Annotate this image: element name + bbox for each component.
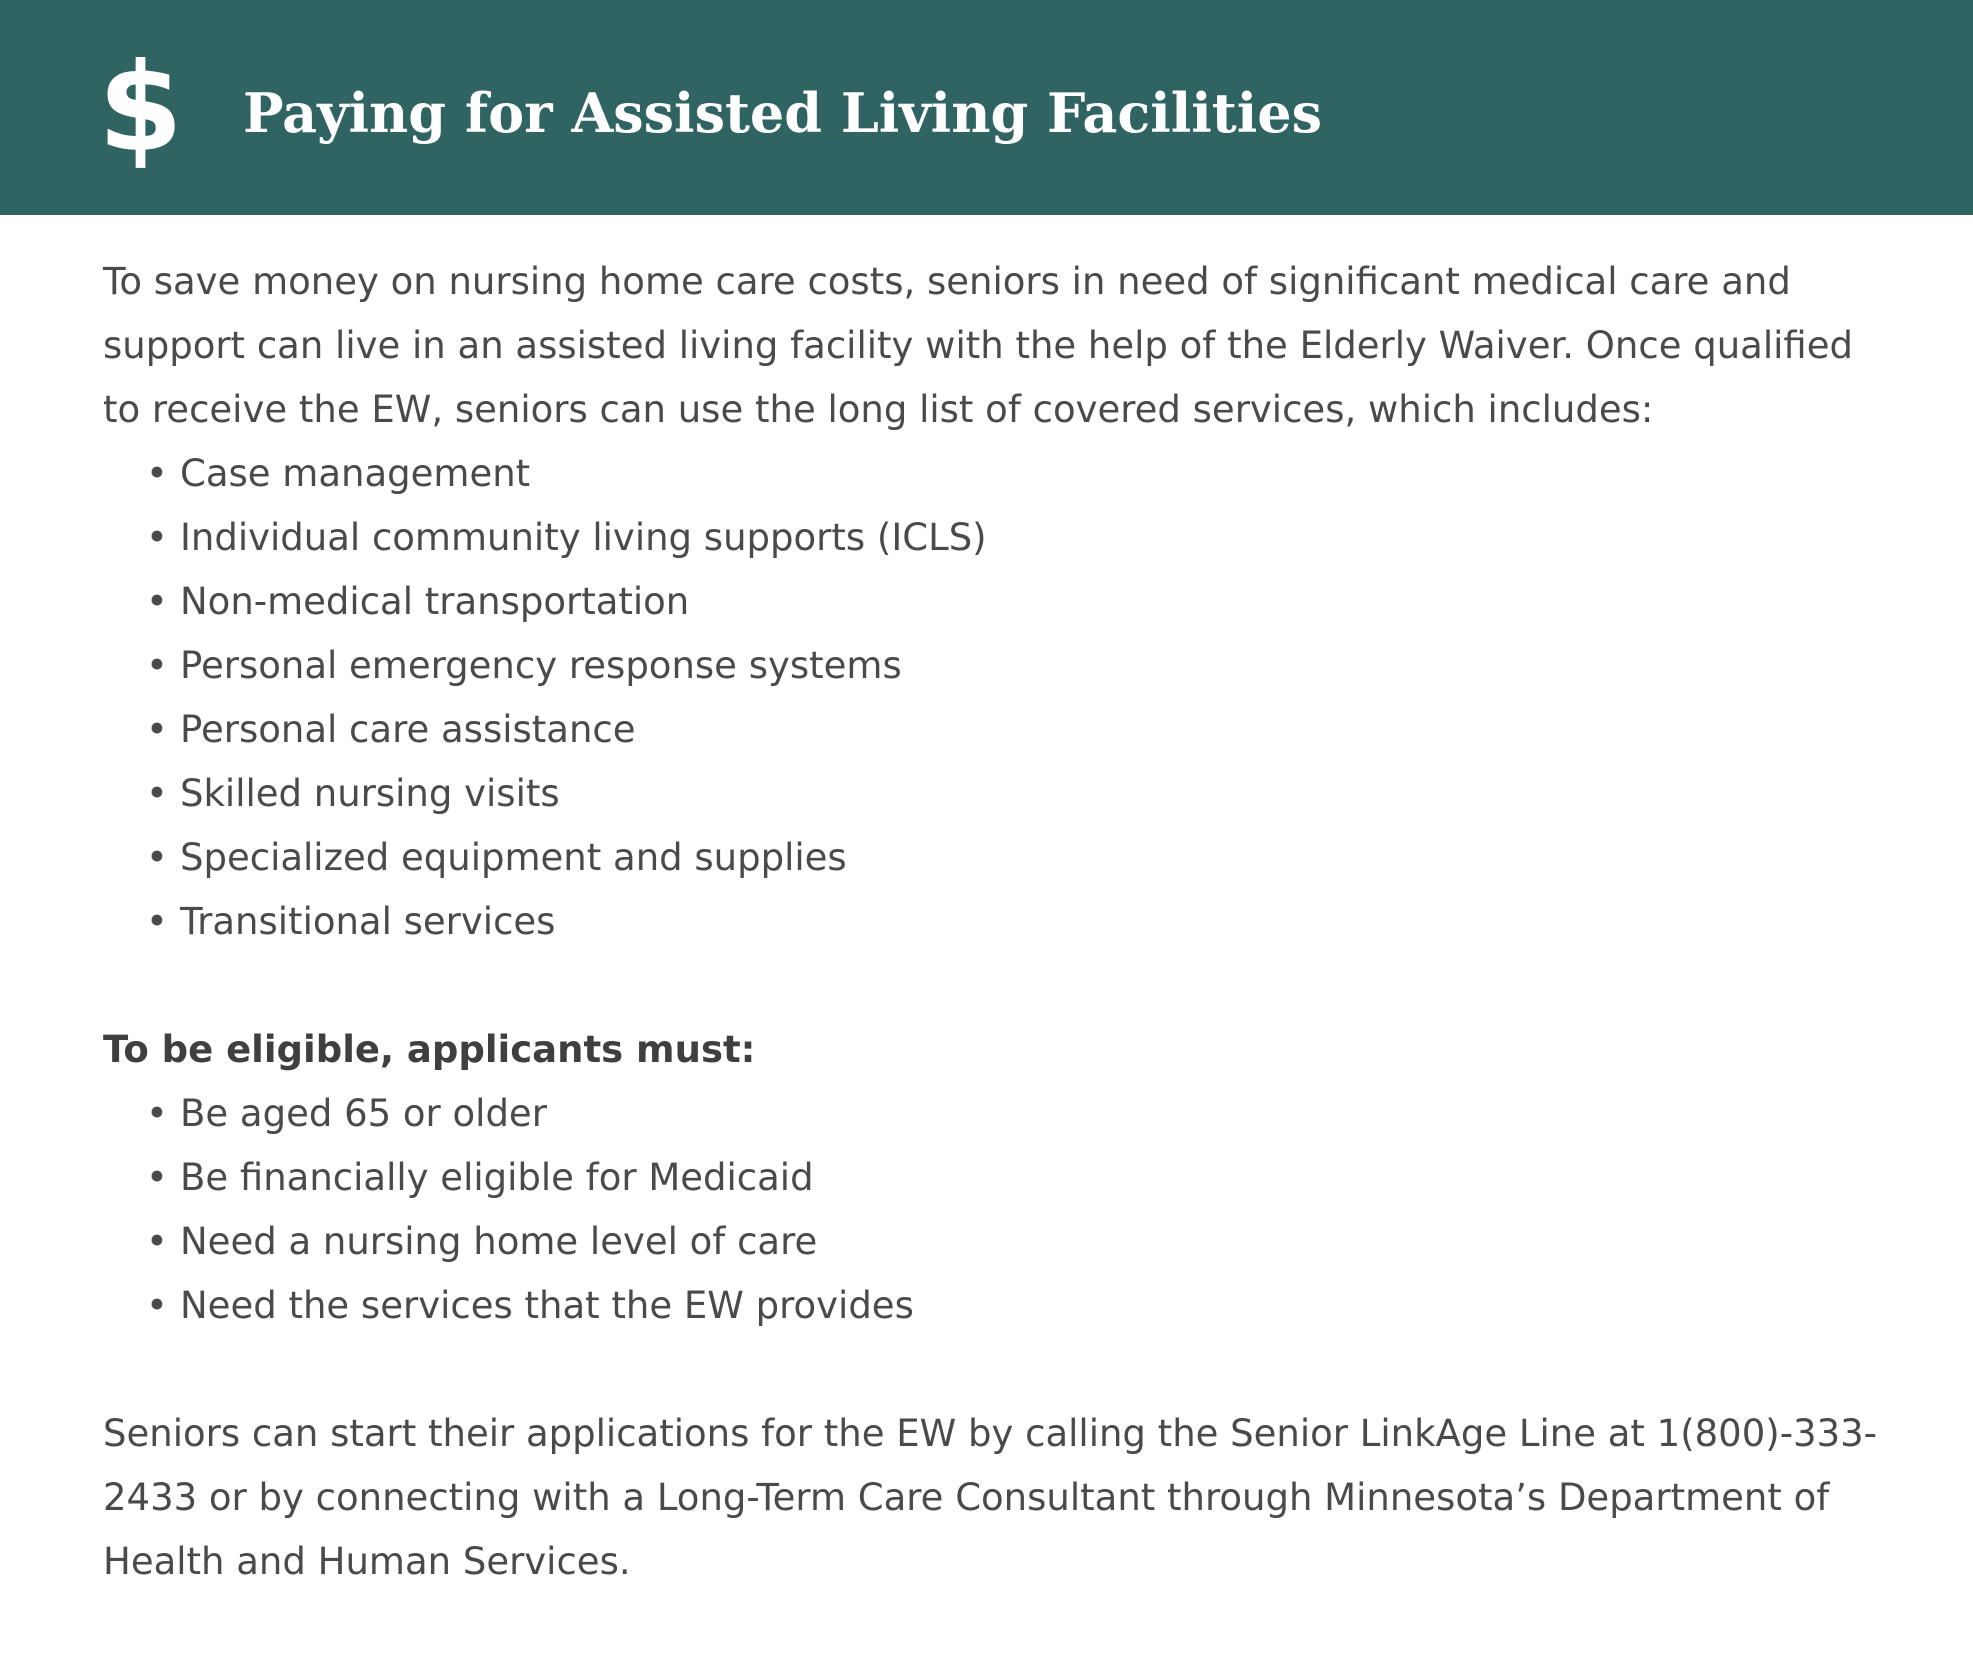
bullet-icon: •: [146, 1092, 168, 1135]
list-item: [103, 826, 1883, 890]
bullet-icon: •: [146, 1156, 168, 1199]
list-item: [103, 762, 1883, 826]
list-item-text: Specialized equipment and supplies: [180, 836, 847, 879]
bullet-icon: •: [146, 1220, 168, 1263]
page-title: Paying for Assisted Living Facilities: [243, 81, 1323, 145]
list-item-text: Case management: [180, 452, 531, 495]
bullet-icon: •: [146, 580, 168, 623]
list-item: [103, 698, 1883, 762]
list-item-text: Personal emergency response systems: [180, 644, 902, 687]
list-item: [103, 634, 1883, 698]
list-item: [103, 1146, 1883, 1210]
bullet-icon: •: [146, 708, 168, 751]
bullet-icon: •: [146, 516, 168, 559]
list-item-text: Need a nursing home level of care: [180, 1220, 818, 1263]
list-item-text: Need the services that the EW provides: [180, 1284, 914, 1327]
list-item-text: Transitional services: [180, 900, 556, 943]
list-item-text: Be aged 65 or older: [180, 1092, 547, 1135]
bullet-icon: •: [146, 644, 168, 687]
list-item: [103, 570, 1883, 634]
eligibility-heading: To be eligible, applicants must:: [103, 1028, 756, 1071]
bullet-icon: •: [146, 900, 168, 943]
services-list: [103, 442, 1883, 954]
article-body: [103, 250, 1883, 1594]
intro-paragraph: To save money on nursing home care costs, seniors in need of significant medical care and support can live in an assisted living facility with the help of the Elderly Waiver. Once qualified to receive the EW, seniors can use the long list of covered services, which includes:: [103, 260, 1853, 431]
list-item: [103, 1274, 1883, 1338]
list-item: [103, 1082, 1883, 1146]
list-item: [103, 442, 1883, 506]
list-item-text: Be financially eligible for Medicaid: [180, 1156, 814, 1199]
list-item-text: Skilled nursing visits: [180, 772, 560, 815]
closing-paragraph: Seniors can start their applications for the EW by calling the Senior LinkAge Line at 1(800)-333-2433 or by connecting with a Long-Term Care Consultant through Minnesota’s Department of Health and Human Services.: [103, 1412, 1878, 1583]
bullet-icon: •: [146, 772, 168, 815]
list-item: [103, 890, 1883, 954]
header-banner: [0, 0, 1973, 215]
eligibility-list: [103, 1082, 1883, 1338]
list-item-text: Personal care assistance: [180, 708, 636, 751]
section-spacer: [103, 1338, 1883, 1402]
dollar-icon: $: [98, 37, 183, 179]
list-item-text: Non-medical transportation: [180, 580, 690, 623]
bullet-icon: •: [146, 1284, 168, 1327]
bullet-icon: •: [146, 836, 168, 879]
section-spacer: [103, 954, 1883, 1018]
list-item-text: Individual community living supports (ICLS): [180, 516, 987, 559]
list-item: [103, 1210, 1883, 1274]
bullet-icon: •: [146, 452, 168, 495]
list-item: [103, 506, 1883, 570]
